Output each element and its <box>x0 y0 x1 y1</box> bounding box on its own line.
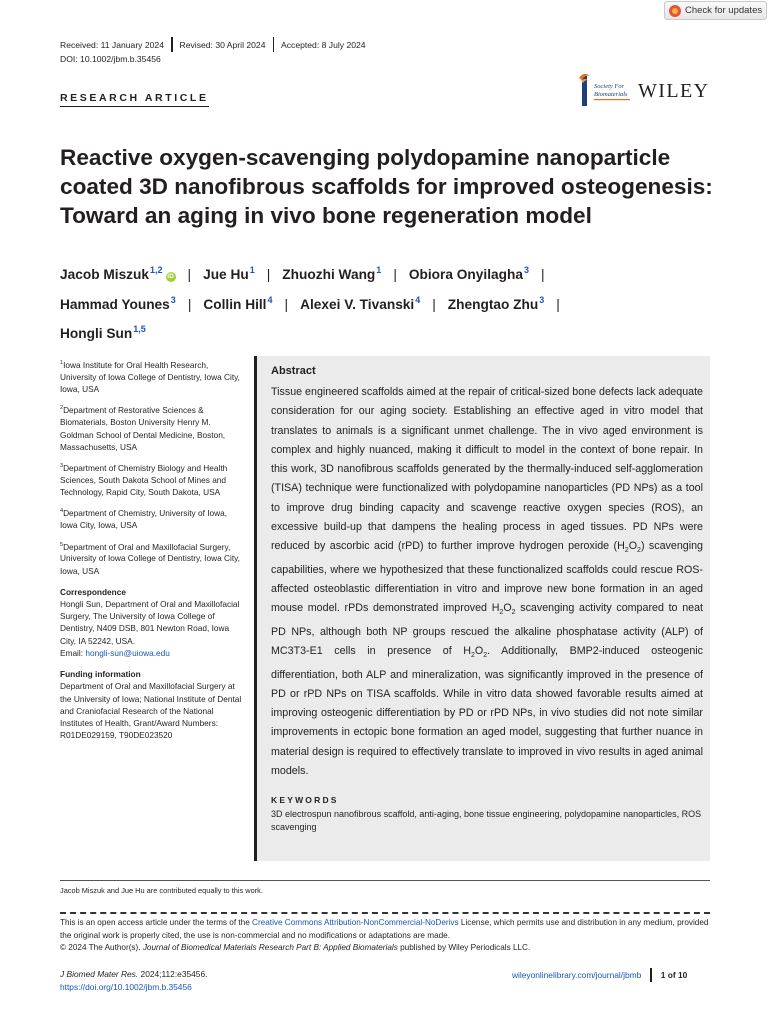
keywords-heading: KEYWORDS <box>271 795 339 806</box>
affiliation: $^1$Iowa Institute for Oral Health Research, University of Iowa College of Dentistry, Iowa City, Iowa, USA <box>60 359 240 395</box>
date-divider <box>273 37 275 52</box>
author-name[interactable]: Jacob Miszuk <box>60 267 149 282</box>
affiliations-column <box>60 357 243 748</box>
abstract-box <box>254 356 710 861</box>
h2o2-formula: $H_2O_2$ <box>617 540 641 555</box>
journal-site-link[interactable]: wileyonlinelibrary.com/journal/jbmb <box>512 970 642 980</box>
society-for-biomaterials-logo <box>578 72 636 108</box>
footer-right <box>512 968 687 982</box>
author-name[interactable]: Hongli Sun <box>60 326 133 341</box>
correspondence-text: Hongli Sun, Department of Oral and Maxillofacial Surgery, The University of Iowa College of Dentistry, N409 DSB, 801 Newton Road, Iowa City, IA 52242, USA. Email: hongli-sun@uiowa.edu <box>60 599 240 658</box>
funding-text: Department of Oral and Maxillofacial Surgery at the University of Iowa; National Institute of Dental and Craniofacial Research of the National Institutes of Health, Grant/Award Numbers: R01DE029159, T90DE023520 <box>60 681 242 741</box>
cc-license-link[interactable]: Creative Commons Attribution-NonCommercial-NoDerivs <box>252 918 459 927</box>
revised-date: Revised: 30 April 2024 <box>179 39 266 50</box>
author-name[interactable]: Zhuozhi Wang <box>282 267 376 282</box>
article-type: RESEARCH ARTICLE <box>60 92 209 107</box>
check-for-updates-label: Check for updates <box>685 5 763 16</box>
page-number: 1 of 10 <box>660 970 688 980</box>
author-affiliation-ref[interactable]: 1,2 <box>150 265 163 275</box>
license-divider <box>60 912 710 914</box>
affiliation: $^3$Department of Chemistry Biology and Health Sciences, South Dakota School of Mines and Technology, Rapid City, South Dakota, USA <box>60 462 228 498</box>
author-affiliation-ref[interactable]: 4 <box>415 294 421 305</box>
h2o2-formula: $H_2O_2$ <box>463 645 488 660</box>
author-affiliation-ref[interactable]: 1,5 <box>133 324 146 334</box>
wiley-logo: WILEY <box>638 80 710 102</box>
keywords-text: 3D electrospun nanofibrous scaffold, anti-aging, bone tissue engineering, polydopamine nanoparticles, ROS scavenging <box>271 809 702 833</box>
author-affiliation-ref[interactable]: 3 <box>523 265 529 275</box>
abstract-text: Tissue engineered scaffolds aimed at the repair of critical-sized bone defects lack adequate consideration for our aging society. Establishing an effective aged in vitro model that translates to animals is a significant unmet challenge. The in vivo aged environment is complex and highly nuanced, making it difficult to model in the context of bone repair. In this work, 3D nanofibrous scaffolds generated by the thermally-induced self-agglomeration (TISA) technique were functionalized with polydopamine nanoparticles (PD NPs) as a tool to improve drug binding capacity and scavenge reactive oxygen species (ROS), an excessive build-up that dampens the healing process in aged tissues. PD NPs were reduced by ascorbic acid (rPD) to further improve hydrogen peroxide $(H_2O_2)$ scavenging capabilities, where we hypothesized that these functionalized scaffolds could rescue ROS-affected osteoblastic differentiation in vitro and improve new bone formation in an aged mouse model. rPDs demonstrated improved $H_2O_2$ scavenging activity compared to neat PD NPs, although both NP groups rescued the alkaline phosphatase activity (ALP) of MC3T3-E1 cells in presence of $H_2O_2$. Additionally, BMP2-induced osteogenic differentiation, both ALP and mineralization, was significantly improved in the presence of PD or rPD NPs on TISA scaffolds. While in vitro data showed favorable results aimed at improving osteogenic differentiation by PD or rPD NPs, in vivo studies did not note similar improvements in ectopic bone formation an aged model, suggesting that further nuance in material design is required to effectively translate to improved in vivo results in aged animal models. <box>271 386 703 778</box>
journal-abbrev: J Biomed Mater Res. <box>60 969 139 979</box>
author-name[interactable]: Hammad Younes <box>60 296 170 312</box>
doi-link[interactable]: https://doi.org/10.1002/jbm.b.35456 <box>60 982 192 992</box>
author-list: Jacob Miszuk$^{1,2}$iD | Jue Hu$^1$ | Zhuozhi Wang$^1$ | Obiora Onyilagha$^3$ | Hammad Younes$^3$ | Collin Hill$^4$ | Alexei V. Tivanski$^4$ | Zhengtao Zhu$^3$ | Hongli Sun$^{1,5}$ <box>60 265 560 341</box>
author-affiliation-ref[interactable]: 3 <box>170 294 176 305</box>
author-affiliation-ref[interactable]: 1 <box>249 265 255 275</box>
svg-text:Society For: Society For <box>594 83 625 90</box>
author-name[interactable]: Zhengtao Zhu <box>447 296 539 312</box>
svg-text:Biomaterials: Biomaterials <box>594 91 628 98</box>
author-name[interactable]: Collin Hill <box>203 296 267 312</box>
received-date: Received: 11 January 2024 <box>60 39 164 50</box>
affiliation: $^4$Department of Chemistry, University of Iowa, Iowa City, Iowa, USA <box>60 508 228 531</box>
author-name[interactable]: Alexei V. Tivanski <box>300 296 415 312</box>
check-for-updates-button[interactable] <box>664 1 767 20</box>
orcid-icon[interactable]: iD <box>167 273 174 280</box>
date-divider <box>171 37 173 52</box>
article-doi: DOI: 10.1002/jbm.b.35456 <box>60 54 161 64</box>
author-affiliation-ref[interactable]: 3 <box>539 294 545 305</box>
affiliation: $^5$Department of Oral and Maxillofacial Surgery, University of Iowa College of Dentistry, Iowa City, Iowa, USA <box>60 541 240 576</box>
affiliation: $^2$Department of Restorative Sciences & Biomaterials, Boston University Henry M. Goldman School of Dental Medicine, Boston, Massachusetts, USA <box>60 405 226 452</box>
accepted-date: Accepted: 8 July 2024 <box>281 39 366 50</box>
license-text: This is an open access article under the terms of the Creative Commons Attribution-NonCommercial-NoDerivs License, which permits use and distribution in any medium, provided the original work is properly cited, the use is non-commercial and no modifications or adaptations are made. © 2024 The Author(s). Journal of Biomedical Materials Research Part B: Applied Biomaterials published by Wiley Periodicals LLC. <box>60 918 709 952</box>
email-link[interactable]: hongli-sun@uiowa.edu <box>85 647 170 658</box>
funding-heading: Funding information <box>60 669 141 680</box>
author-affiliation-ref[interactable]: 1 <box>376 265 382 275</box>
article-title: Reactive oxygen-scavenging polydopamine nanoparticle coated 3D nanofibrous scaffolds for improved osteogenesis: Toward an aging in vivo bone regeneration model <box>60 145 713 228</box>
article-dates <box>60 37 366 52</box>
abstract-heading: Abstract <box>271 365 316 377</box>
contribution-note: Jacob Miszuk and Jue Hu are contributed equally to this work. <box>60 886 263 895</box>
correspondence-heading: Correspondence <box>60 586 126 597</box>
author-name[interactable]: Obiora Onyilagha <box>408 267 523 282</box>
author-affiliation-ref[interactable]: 4 <box>267 294 273 305</box>
crossmark-icon <box>669 5 681 17</box>
footnote-divider <box>60 880 710 881</box>
footer-citation: J Biomed Mater Res. 2024;112:e35456. https://doi.org/10.1002/jbm.b.35456 <box>60 969 208 992</box>
h2o2-formula: $H_2O_2$ <box>491 602 516 617</box>
author-name[interactable]: Jue Hu <box>203 267 249 282</box>
